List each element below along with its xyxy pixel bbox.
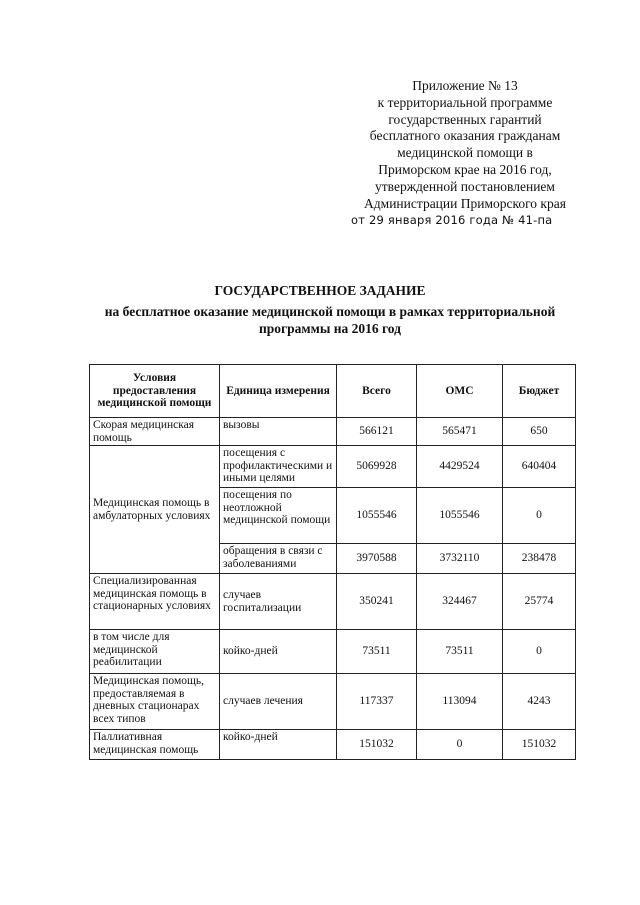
cell-total: 5069928 — [337, 446, 417, 488]
appendix-line: Приморском крае на 2016 год, — [378, 161, 552, 177]
state-assignment-table — [89, 364, 576, 760]
cell-oms: 3732110 — [417, 544, 503, 574]
table-header-row — [90, 365, 576, 418]
cell-condition: Медицинская помощь, предоставляемая в дневных стационарах всех типов — [90, 674, 220, 730]
header-total: Всего — [337, 365, 417, 418]
table-row — [90, 730, 576, 760]
appendix-block — [345, 78, 585, 229]
appendix-line: Администрации Приморского края — [364, 195, 566, 211]
cell-unit: посещения с профилактическими и иными целями — [220, 446, 337, 488]
cell-unit: вызовы — [220, 418, 337, 446]
document-subtitle-line: на бесплатное оказание медицинской помощи в рамках территориальной — [104, 304, 556, 319]
cell-total: 3970588 — [337, 544, 417, 574]
appendix-line: к территориальной программе — [377, 94, 553, 110]
cell-budget: 25774 — [503, 574, 576, 630]
cell-total: 117337 — [337, 674, 417, 730]
header-oms: ОМС — [417, 365, 503, 418]
document-title: ГОСУДАРСТВЕННОЕ ЗАДАНИЕ — [214, 283, 426, 298]
header-budget: Бюджет — [503, 365, 576, 418]
cell-oms: 1055546 — [417, 488, 503, 544]
cell-oms: 113094 — [417, 674, 503, 730]
cell-condition: в том числе для медицинской реабилитации — [90, 630, 220, 674]
appendix-line: медицинской помощи в — [397, 145, 533, 161]
cell-budget: 0 — [503, 488, 576, 544]
cell-condition: Скорая медицинская помощь — [90, 418, 220, 446]
cell-total: 1055546 — [337, 488, 417, 544]
appendix-line: утвержденной постановлением — [375, 178, 555, 194]
cell-unit: койко-дней — [220, 630, 337, 674]
cell-total: 350241 — [337, 574, 417, 630]
cell-oms: 0 — [417, 730, 503, 760]
document-subtitle — [70, 303, 590, 337]
table-row — [90, 574, 576, 630]
table-row — [90, 674, 576, 730]
appendix-line: Приложение № 13 — [412, 78, 518, 93]
cell-budget: 640404 — [503, 446, 576, 488]
appendix-date-line: от 29 января 2016 года № 41-па — [351, 213, 553, 228]
header-conditions: Условия предоставления медицинской помощи — [90, 365, 220, 418]
cell-unit: случаев лечения — [220, 674, 337, 730]
cell-oms: 73511 — [417, 630, 503, 674]
cell-budget: 0 — [503, 630, 576, 674]
cell-unit: случаев госпитализации — [220, 574, 337, 630]
cell-unit: обращения в связи с заболеваниями — [220, 544, 337, 574]
cell-budget: 238478 — [503, 544, 576, 574]
appendix-line: бесплатного оказания гражданам — [369, 128, 561, 144]
cell-budget: 151032 — [503, 730, 576, 760]
cell-total: 151032 — [337, 730, 417, 760]
appendix-line: государственных гарантий — [388, 111, 542, 127]
cell-condition: Специализированная медицинская помощь в стационарных условиях — [90, 574, 220, 630]
cell-condition: Медицинская помощь в амбулаторных условиях — [90, 446, 220, 574]
cell-budget: 650 — [503, 418, 576, 446]
cell-unit: койко-дней — [220, 730, 337, 760]
table-row — [90, 446, 576, 488]
cell-unit: посещения по неотложной медицинской помощи — [220, 488, 337, 544]
cell-total: 566121 — [337, 418, 417, 446]
table-row — [90, 630, 576, 674]
cell-condition: Паллиативная медицинская помощь — [90, 730, 220, 760]
cell-oms: 324467 — [417, 574, 503, 630]
cell-budget: 4243 — [503, 674, 576, 730]
cell-total: 73511 — [337, 630, 417, 674]
cell-oms: 565471 — [417, 418, 503, 446]
table-row — [90, 418, 576, 446]
document-subtitle-line: программы на 2016 год — [259, 321, 401, 336]
cell-oms: 4429524 — [417, 446, 503, 488]
header-unit: Единица измерения — [220, 365, 337, 418]
